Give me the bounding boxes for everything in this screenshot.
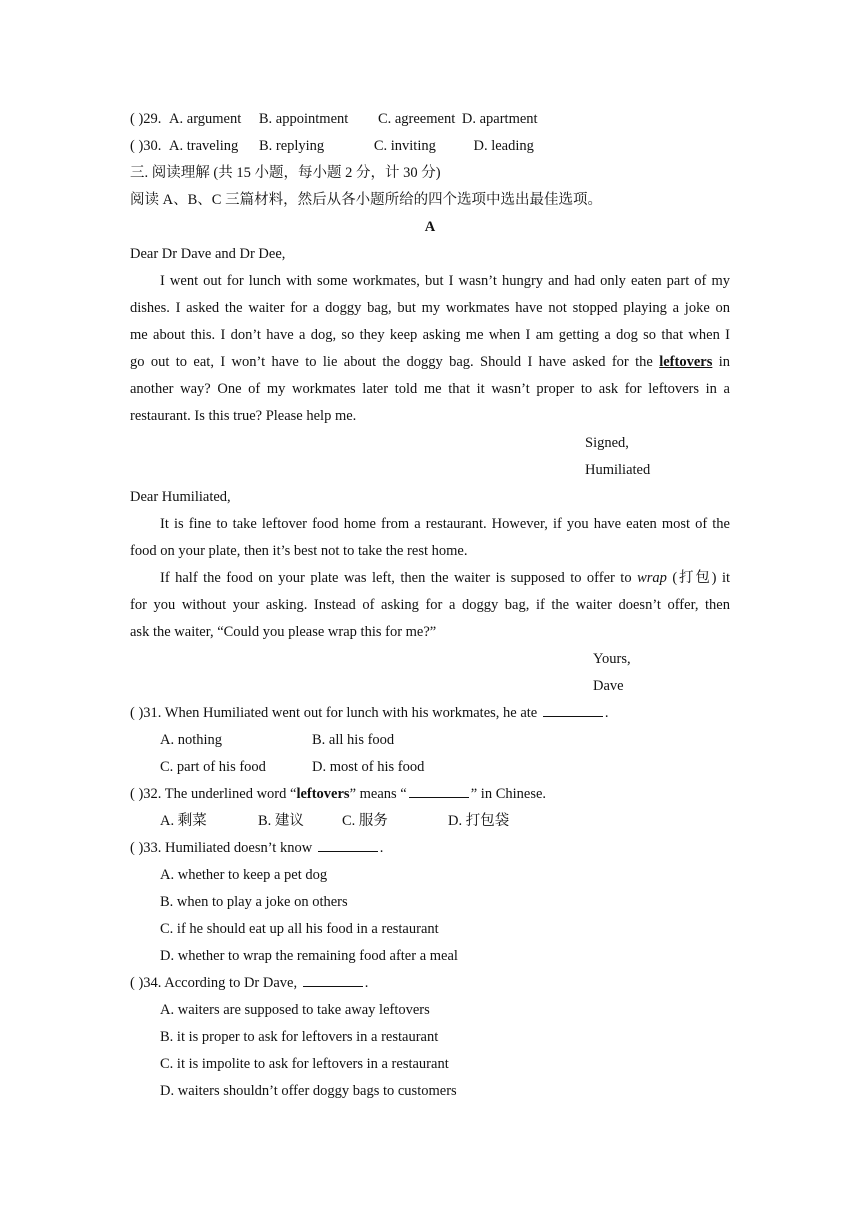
q31-options-row1 [160,731,394,749]
q33-option-d[interactable]: D. whether to wrap the remaining food after a meal [160,948,458,964]
q32-option-d[interactable]: D. 打包袋 [448,813,510,829]
passage-label: A [424,219,436,235]
q31-options-row2 [160,758,424,776]
q31-stem: ( )31. When Humiliated went out for lunch with his workmates, he ate [130,705,538,721]
letter1-line: restaurant. Is this true? Please help me. [130,408,357,424]
q30-option-c[interactable]: C. inviting [373,138,436,154]
q29-option-b[interactable]: B. appointment [258,111,349,127]
letter1-line [130,353,730,371]
q32-option-b[interactable]: B. 建议 [258,813,304,829]
q33-option-a[interactable]: A. whether to keep a pet dog [160,867,328,883]
question-32 [130,785,546,803]
letter1-line: another way? One of my workmates later told me that it wasn’t proper to ask for leftovers in a [130,381,730,397]
letter2-line: It is fine to take leftover food home from a restaurant. However, if you have eaten most of the [160,516,730,532]
letter2-line [160,569,730,587]
q34-option-a[interactable]: A. waiters are supposed to take away leftovers [160,1002,430,1018]
letter1-signoff: Signed, [585,435,629,451]
letter2-line: food on your plate, then it’s best not to take the rest home. [130,543,468,559]
letter2-text: (打包) it [672,570,731,586]
q31-option-a[interactable]: A. nothing [160,732,223,748]
question-30 [130,137,534,155]
q32-keyword: leftovers [296,786,350,802]
q34-option-c[interactable]: C. it is impolite to ask for leftovers in a restaurant [160,1056,449,1072]
question-29 [130,110,538,128]
answer-blank[interactable] [318,839,378,852]
question-34 [130,974,368,992]
letter1-line: I went out for lunch with some workmates, but I wasn’t hungry and had only eaten part of my [160,273,730,289]
q30-option-b[interactable]: B. replying [258,138,325,154]
q31-option-b[interactable]: B. all his food [312,732,395,748]
section-heading: 三. 阅读理解 (共 15 小题，每小题 2 分，计 30 分) [130,165,441,181]
q32-options [160,812,509,830]
q32-stem: ” in Chinese. [470,786,547,802]
letter2-text: If half the food on your plate was left, then the waiter is supposed to offer to [160,570,632,586]
answer-blank[interactable] [543,704,603,717]
answer-blank[interactable] [409,785,469,798]
q32-stem: ( )32. The underlined word “ [130,786,297,802]
q30-number: ( )30. [130,138,162,154]
q32-option-c[interactable]: C. 服务 [342,813,388,829]
q34-option-d[interactable]: D. waiters shouldn’t offer doggy bags to customers [160,1083,457,1099]
q29-option-a[interactable]: A. argument [169,111,242,127]
q34-end: . [364,975,369,991]
letter1-greeting: Dear Dr Dave and Dr Dee, [130,246,286,262]
letter1-text: go out to eat, I won’t have to lie about the doggy bag. Should I have asked for the [130,354,653,370]
letter2-signature: Dave [593,678,624,694]
section-instruction: 阅读 A、B、C 三篇材料，然后从各小题所给的四个选项中选出最佳选项。 [130,192,603,208]
letter2-greeting: Dear Humiliated, [130,489,231,505]
underlined-word-leftovers: leftovers [659,354,713,370]
letter1-line: me about this. I don’t have a dog, so they keep asking me when I am getting a dog so that when I [130,327,730,343]
answer-blank[interactable] [303,974,363,987]
q32-stem: ” means “ [349,786,407,802]
italic-word-wrap: wrap [637,570,667,586]
q34-stem: ( )34. According to Dr Dave, [130,975,298,991]
letter2-line: for you without your asking. Instead of asking for a doggy bag, if the waiter doesn’t offer, then [130,597,730,613]
q34-option-b[interactable]: B. it is proper to ask for leftovers in a restaurant [160,1029,439,1045]
letter2-line: ask the waiter, “Could you please wrap this for me?” [130,624,437,640]
q31-option-c[interactable]: C. part of his food [160,759,266,775]
q29-number: ( )29. [130,111,162,127]
q33-end: . [379,840,384,856]
q30-option-a[interactable]: A. traveling [169,138,239,154]
q29-option-c[interactable]: C. agreement [377,111,456,127]
q32-option-a[interactable]: A. 剩菜 [160,813,207,829]
q33-stem: ( )33. Humiliated doesn’t know [130,840,313,856]
letter1-signature: Humiliated [585,462,651,478]
q33-option-b[interactable]: B. when to play a joke on others [160,894,348,910]
q29-option-d[interactable]: D. apartment [461,111,538,127]
q31-end: . [604,705,609,721]
letter1-line: dishes. I asked the waiter for a doggy bag, but my workmates have not stopped playing a joke on [130,300,730,316]
q33-option-c[interactable]: C. if he should eat up all his food in a restaurant [160,921,439,937]
q30-option-d[interactable]: D. leading [473,138,534,154]
q31-option-d[interactable]: D. most of his food [312,759,425,775]
letter2-signoff: Yours, [593,651,631,667]
question-33 [130,839,383,857]
question-31 [130,704,609,722]
letter1-text: in [718,354,731,370]
